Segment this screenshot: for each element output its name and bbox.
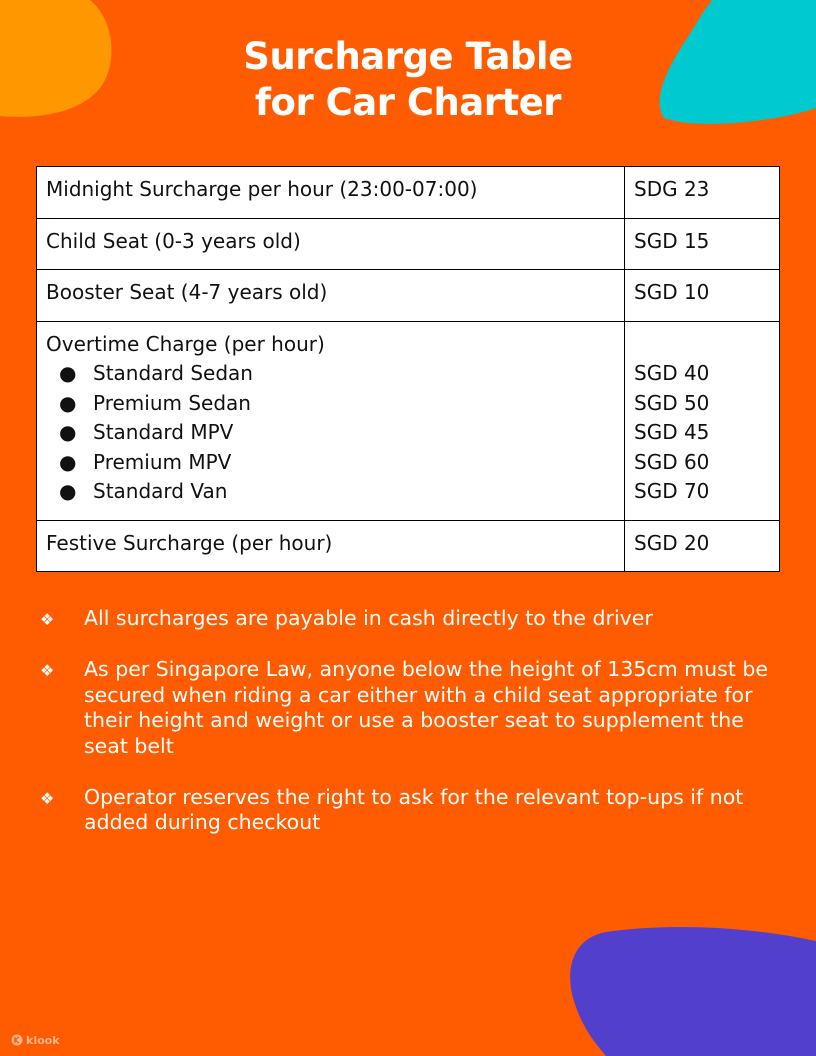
- row-label: Booster Seat (4-7 years old): [37, 270, 625, 322]
- row-label: Midnight Surcharge per hour (23:00-07:00): [37, 167, 625, 219]
- list-item: [46, 359, 616, 389]
- title-line-2: for Car Charter: [254, 81, 562, 124]
- notes-list: [40, 606, 780, 861]
- row-label: Festive Surcharge (per hour): [37, 520, 625, 572]
- bullet-icon: ●: [59, 479, 77, 503]
- diamond-bullet-icon: ❖: [40, 610, 55, 629]
- row-value: SGD 15: [625, 218, 780, 270]
- bullet-icon: ●: [59, 361, 77, 385]
- vehicle-name: Standard Sedan: [93, 361, 253, 385]
- vehicle-name: Premium Sedan: [93, 390, 251, 415]
- title-line-1: Surcharge Table: [243, 35, 573, 78]
- vehicle-price: SGD 60: [634, 449, 710, 474]
- list-item: [46, 418, 616, 448]
- vehicle-name: Standard MPV: [93, 420, 234, 444]
- note-item: [40, 785, 780, 836]
- list-item: [46, 389, 616, 419]
- list-spacer: [634, 330, 771, 360]
- list-item: [46, 448, 616, 478]
- note-text: As per Singapore Law, anyone below the height of 135cm must be secured when riding a car either with a child seat appropriate for their height and weight or use a booster seat to supplement the seat belt: [84, 657, 769, 758]
- table-row-festive: [37, 520, 780, 572]
- bullet-icon: ●: [59, 390, 77, 415]
- bullet-icon: ●: [59, 420, 77, 444]
- row-value: SGD 20: [625, 520, 780, 572]
- note-text: Operator reserves the right to ask for the relevant top-ups if not added during checkout: [84, 784, 744, 834]
- table-row-child-seat: [37, 218, 780, 270]
- overtime-label-cell: [37, 321, 625, 520]
- purple-corner-blob: [566, 926, 816, 1056]
- note-text: All surcharges are payable in cash directly to the driver: [84, 606, 653, 630]
- klook-logo-icon: [11, 1034, 23, 1046]
- page-title: [0, 34, 816, 126]
- note-item: [40, 606, 780, 632]
- vehicle-name: Premium MPV: [93, 449, 232, 474]
- vehicle-price: SGD 45: [634, 420, 710, 444]
- vehicle-price: SGD 70: [634, 479, 710, 503]
- overtime-label: Overtime Charge (per hour): [46, 331, 325, 356]
- row-value: SDG 23: [625, 167, 780, 219]
- table-row-midnight: [37, 167, 780, 219]
- table-row-overtime: [37, 321, 780, 520]
- overtime-value-list: [634, 330, 771, 507]
- vehicle-price: SGD 40: [634, 361, 710, 385]
- diamond-bullet-icon: ❖: [40, 788, 55, 808]
- table-row-booster-seat: [37, 270, 780, 322]
- overtime-values-cell: [625, 321, 780, 520]
- vehicle-price: SGD 50: [634, 390, 710, 415]
- bullet-icon: ●: [59, 449, 77, 474]
- row-label: Child Seat (0-3 years old): [37, 218, 625, 270]
- surcharge-table: [36, 166, 780, 572]
- klook-watermark: [11, 1034, 60, 1047]
- row-value: SGD 10: [625, 270, 780, 322]
- list-item: [46, 477, 616, 507]
- vehicle-name: Standard Van: [93, 479, 228, 503]
- diamond-bullet-icon: ❖: [40, 661, 55, 680]
- klook-wordmark: klook: [26, 1034, 60, 1047]
- note-item: [40, 657, 780, 759]
- vehicle-type-list: [46, 359, 616, 507]
